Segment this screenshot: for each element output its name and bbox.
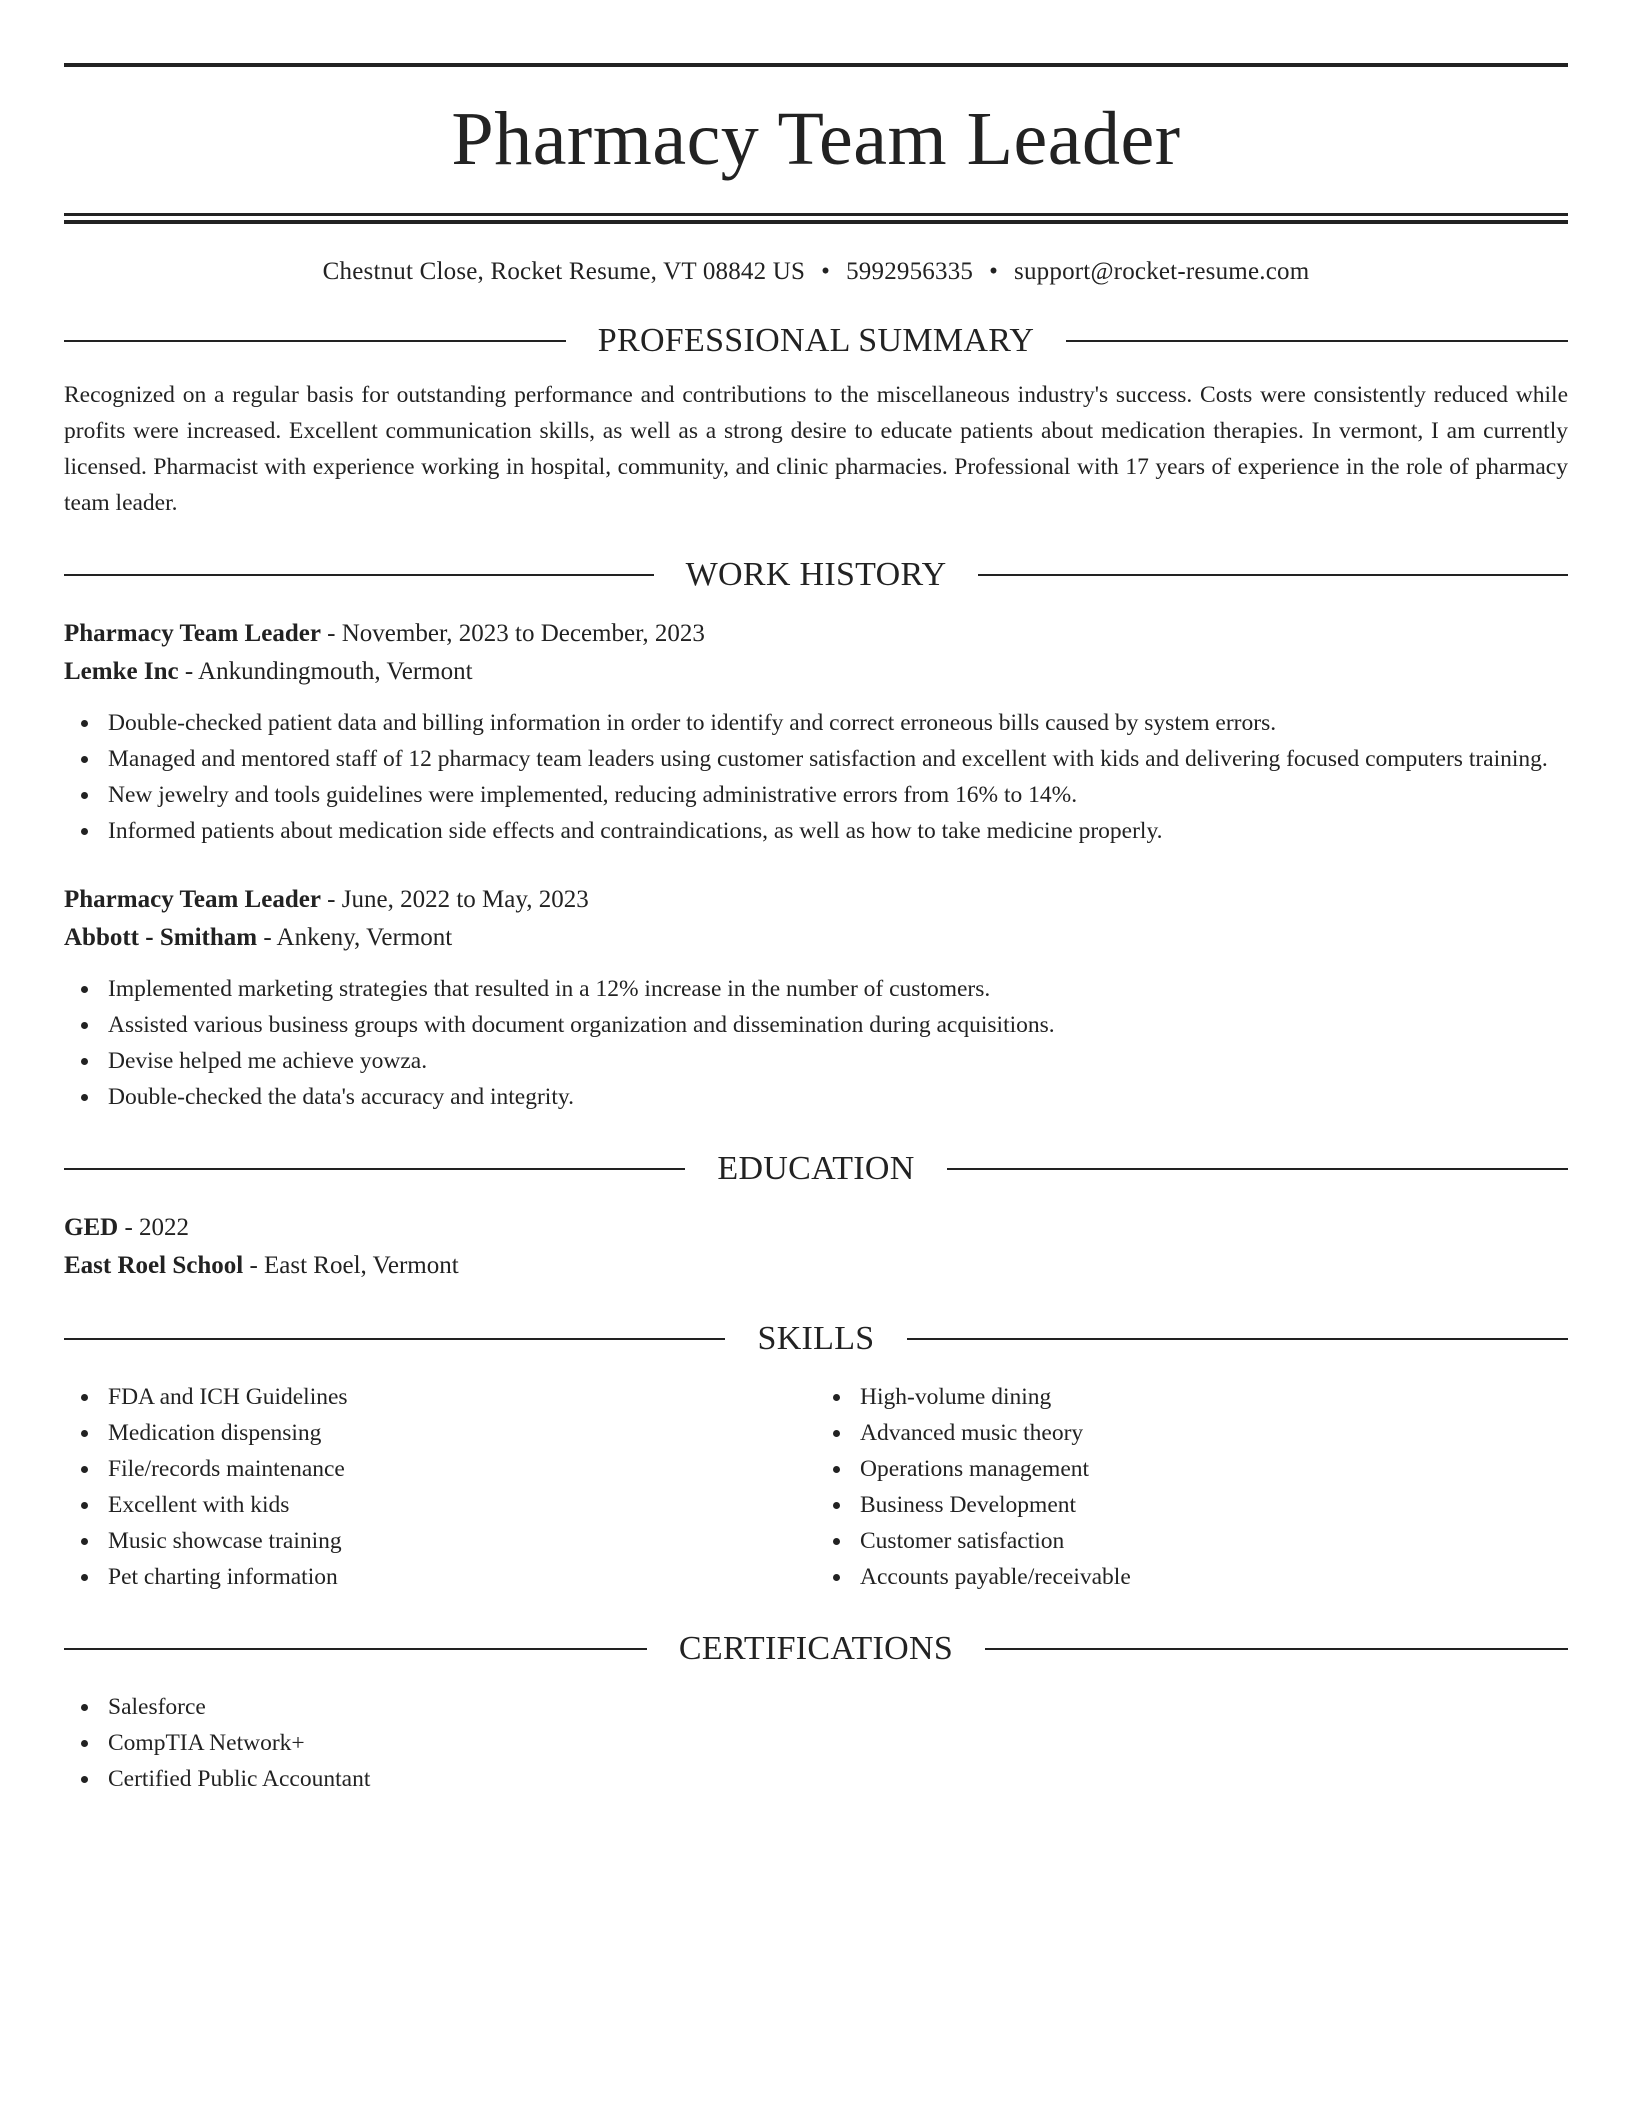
heading-rule-right xyxy=(985,1648,1568,1650)
contact-line xyxy=(64,257,1568,287)
section-title: PROFESSIONAL SUMMARY xyxy=(597,322,1035,359)
list-item: Implemented marketing strategies that resulted in a 12% increase in the number of customers. xyxy=(108,971,1568,1007)
certifications-list xyxy=(64,1689,1568,1797)
list-item: Double-checked the data's accuracy and integrity. xyxy=(108,1079,1568,1115)
job-dates: - June, 2022 to May, 2023 xyxy=(320,886,589,913)
list-item: Assisted various business groups with document organization and dissemination during acquisitions. xyxy=(108,1007,1568,1043)
list-item: Managed and mentored staff of 12 pharmacy team leaders using customer satisfaction and excellent with kids and delivering focused computers training. xyxy=(108,741,1568,777)
job-company: Abbott - Smitham xyxy=(64,924,258,951)
section-title: WORK HISTORY xyxy=(685,556,947,593)
section-title: CERTIFICATIONS xyxy=(678,1630,954,1667)
job-company-line xyxy=(64,653,1568,691)
certification-item: Certified Public Accountant xyxy=(108,1761,1568,1797)
skill-item: High-volume dining xyxy=(860,1379,1568,1415)
resume-name-title: Pharmacy Team Leader xyxy=(451,97,1181,181)
education-year: - 2022 xyxy=(118,1214,190,1241)
contact-separator: • xyxy=(821,258,831,285)
heading-rule-right xyxy=(907,1338,1568,1340)
list-item: Devise helped me achieve yowza. xyxy=(108,1043,1568,1079)
heading-rule-right xyxy=(978,574,1568,576)
job-title-line xyxy=(64,881,1568,919)
list-item: Double-checked patient data and billing information in order to identify and correct erroneous bills caused by system errors. xyxy=(108,705,1568,741)
job-location: - Ankeny, Vermont xyxy=(257,924,453,951)
skill-item: Excellent with kids xyxy=(108,1487,816,1523)
education-degree-line xyxy=(64,1209,1568,1247)
heading-rule-left xyxy=(64,1338,725,1340)
education-degree: GED xyxy=(64,1214,119,1241)
job-entry xyxy=(64,881,1568,1115)
section-title: EDUCATION xyxy=(717,1150,915,1187)
job-bullets xyxy=(64,971,1568,1115)
contact-phone: 5992956335 xyxy=(846,258,974,285)
heading-rule-left xyxy=(64,1648,647,1650)
skill-item: Customer satisfaction xyxy=(860,1523,1568,1559)
heading-rule-right xyxy=(1066,340,1568,342)
skill-item: Advanced music theory xyxy=(860,1415,1568,1451)
education-school: East Roel School xyxy=(64,1252,244,1279)
section-heading-certifications xyxy=(64,1629,1568,1669)
heading-rule-left xyxy=(64,574,654,576)
heading-rule-left xyxy=(64,340,566,342)
skill-item: Medication dispensing xyxy=(108,1415,816,1451)
heading-rule-right xyxy=(947,1168,1568,1170)
skill-item: Business Development xyxy=(860,1487,1568,1523)
list-item: Informed patients about medication side effects and contraindications, as well as how to take medicine properly. xyxy=(108,813,1568,849)
skill-item: Accounts payable/receivable xyxy=(860,1559,1568,1595)
certifications-block xyxy=(64,1689,1568,1797)
education-school-line xyxy=(64,1247,1568,1285)
heading-rule-left xyxy=(64,1168,685,1170)
certification-item: Salesforce xyxy=(108,1689,1568,1725)
education-location: - East Roel, Vermont xyxy=(243,1252,459,1279)
section-heading-summary xyxy=(64,321,1568,361)
section-heading-work xyxy=(64,555,1568,595)
job-title: Pharmacy Team Leader xyxy=(64,620,321,647)
certification-item: CompTIA Network+ xyxy=(108,1725,1568,1761)
section-heading-education xyxy=(64,1149,1568,1189)
skills-column-right xyxy=(816,1379,1568,1595)
job-company-line xyxy=(64,919,1568,957)
skills-column-left xyxy=(64,1379,816,1595)
job-title-line xyxy=(64,615,1568,653)
list-item: New jewelry and tools guidelines were implemented, reducing administrative errors from 16% to 14%. xyxy=(108,777,1568,813)
skill-item: File/records maintenance xyxy=(108,1451,816,1487)
job-dates: - November, 2023 to December, 2023 xyxy=(320,620,705,647)
job-entry xyxy=(64,615,1568,849)
skill-item: Music showcase training xyxy=(108,1523,816,1559)
skill-item: Operations management xyxy=(860,1451,1568,1487)
skills-grid xyxy=(64,1379,1568,1595)
section-heading-skills xyxy=(64,1319,1568,1359)
job-title: Pharmacy Team Leader xyxy=(64,886,321,913)
summary-paragraph: Recognized on a regular basis for outstanding performance and contributions to the miscellaneous industry's success. Costs were consistently reduced while profits were increased. Excellent communication skills, as well as a strong desire to educate patients about medication therapies. In vermont, I am currently licensed. Pharmacist with experience working in hospital, community, and clinic pharmacies. Professional with 17 years of experience in the role of pharmacy team leader. xyxy=(64,382,1568,516)
education-entry xyxy=(64,1209,1568,1285)
header-double-rule xyxy=(64,213,1568,224)
skill-item: FDA and ICH Guidelines xyxy=(108,1379,816,1415)
section-title: SKILLS xyxy=(757,1320,875,1357)
job-location: - Ankundingmouth, Vermont xyxy=(178,658,473,685)
contact-address: Chestnut Close, Rocket Resume, VT 08842 US xyxy=(322,258,806,285)
contact-separator: • xyxy=(989,258,999,285)
job-company: Lemke Inc xyxy=(64,658,179,685)
header-top-rule xyxy=(64,63,1568,67)
contact-email: support@rocket-resume.com xyxy=(1014,258,1310,285)
skill-item: Pet charting information xyxy=(108,1559,816,1595)
job-bullets xyxy=(64,705,1568,849)
